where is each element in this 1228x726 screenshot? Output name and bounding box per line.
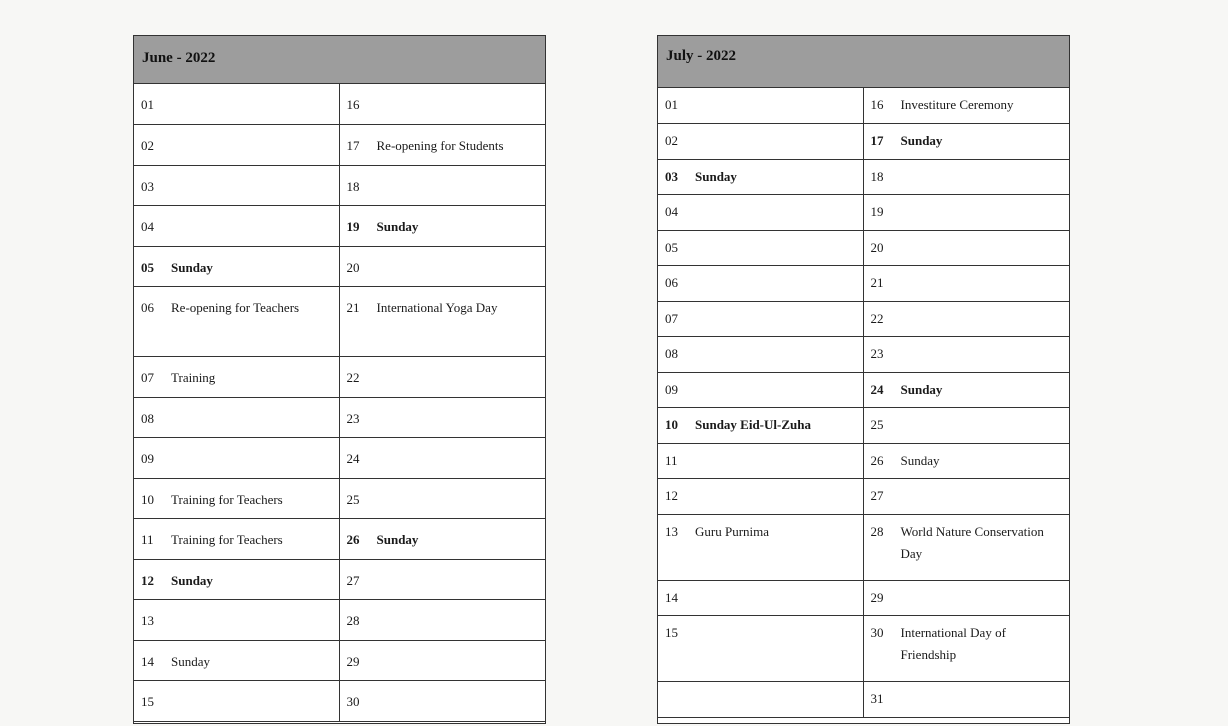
day-cell <box>339 125 545 166</box>
day-cell <box>863 580 1069 616</box>
day-number: 31 <box>870 691 884 706</box>
day-cell <box>863 159 1069 195</box>
day-number: 13 <box>665 523 678 539</box>
calendar-row <box>658 514 1069 580</box>
calendar-row <box>134 640 545 681</box>
day-cell <box>863 266 1069 302</box>
calendar-row <box>658 372 1069 408</box>
day-number: 04 <box>665 204 678 219</box>
day-number: 24 <box>870 381 884 397</box>
day-number: 27 <box>346 572 360 588</box>
day-event: Sunday <box>376 219 419 234</box>
day-cell <box>658 372 863 408</box>
day-number: 14 <box>665 589 678 605</box>
day-cell <box>134 206 339 247</box>
day-event: Guru Purnima <box>695 523 770 539</box>
day-cell <box>658 195 863 231</box>
day-number: 09 <box>141 451 154 466</box>
day-number: 24 <box>346 451 360 466</box>
day-number: 25 <box>346 491 360 507</box>
day-cell <box>863 479 1069 515</box>
day-number: 29 <box>346 653 360 669</box>
day-event: Sunday <box>900 133 943 148</box>
july-calendar <box>657 35 1070 724</box>
day-number: 16 <box>870 97 884 112</box>
day-cell <box>863 88 1069 124</box>
day-number: 26 <box>870 452 884 468</box>
day-cell <box>134 600 339 641</box>
day-cell <box>134 438 339 479</box>
day-cell <box>658 514 863 580</box>
calendar-row <box>134 357 545 398</box>
day-number: 03 <box>141 178 154 194</box>
day-number: 26 <box>346 532 360 547</box>
day-number: 23 <box>346 410 360 426</box>
day-number: 28 <box>870 523 884 539</box>
day-number: 12 <box>665 488 678 503</box>
day-cell <box>339 357 545 398</box>
day-cell <box>134 397 339 438</box>
day-number: 18 <box>870 168 884 184</box>
july-title: July - 2022 <box>658 36 1069 88</box>
day-cell <box>658 159 863 195</box>
day-cell <box>658 443 863 479</box>
calendar-row <box>658 580 1069 616</box>
day-cell <box>863 195 1069 231</box>
day-number: 03 <box>665 168 678 184</box>
calendar-row <box>134 287 545 357</box>
day-number: 30 <box>346 694 360 709</box>
day-cell <box>658 337 863 373</box>
day-number: 17 <box>870 133 884 148</box>
day-number: 10 <box>665 417 678 432</box>
day-cell <box>339 84 545 125</box>
day-number: 05 <box>665 239 678 255</box>
day-number: 02 <box>665 133 678 148</box>
day-number: 14 <box>141 653 154 669</box>
day-cell <box>658 682 863 718</box>
calendar-row <box>658 337 1069 373</box>
day-cell <box>339 559 545 600</box>
day-number: 19 <box>346 219 360 234</box>
june-calendar <box>133 35 546 724</box>
day-number: 18 <box>346 178 360 194</box>
calendar-row <box>134 246 545 287</box>
day-event: Re-opening for Students <box>376 138 504 153</box>
day-cell <box>134 357 339 398</box>
day-cell <box>339 438 545 479</box>
day-cell <box>658 88 863 124</box>
day-cell <box>134 246 339 287</box>
day-cell <box>339 397 545 438</box>
day-cell <box>339 287 545 357</box>
day-event: World Nature Conservation Day <box>900 523 1044 561</box>
day-number: 01 <box>141 97 154 112</box>
day-cell <box>134 640 339 681</box>
day-cell <box>863 443 1069 479</box>
day-event: Re-opening for Teachers <box>171 300 300 315</box>
day-number: 13 <box>141 613 154 628</box>
day-cell <box>134 165 339 206</box>
day-cell <box>134 287 339 357</box>
day-cell <box>658 580 863 616</box>
day-event: Training for Teachers <box>171 491 283 507</box>
day-number: 22 <box>870 310 884 326</box>
day-cell <box>658 266 863 302</box>
calendar-row <box>658 159 1069 195</box>
day-cell <box>863 682 1069 718</box>
day-number: 11 <box>141 532 154 547</box>
calendar-row <box>134 165 545 206</box>
day-number: 10 <box>141 491 154 507</box>
day-event: International Day of Friendship <box>900 625 1006 662</box>
day-number: 07 <box>141 370 154 385</box>
calendar-row <box>134 206 545 247</box>
june-title: June - 2022 <box>134 36 545 84</box>
day-number: 22 <box>346 370 360 385</box>
day-number: 01 <box>665 97 678 112</box>
day-number: 08 <box>141 410 154 426</box>
calendar-row <box>658 301 1069 337</box>
day-cell <box>863 230 1069 266</box>
day-number: 15 <box>665 625 678 640</box>
day-cell <box>134 681 339 722</box>
calendar-row <box>658 408 1069 444</box>
day-number: 20 <box>870 239 884 255</box>
day-event: Sunday <box>695 168 737 184</box>
day-cell <box>658 301 863 337</box>
day-cell <box>134 84 339 125</box>
june-table <box>134 84 545 722</box>
calendar-row <box>658 682 1069 718</box>
day-cell <box>339 681 545 722</box>
day-cell <box>658 616 863 682</box>
calendar-row <box>134 84 545 125</box>
day-number: 23 <box>870 346 884 361</box>
day-event: Sunday Eid-Ul-Zuha <box>695 417 811 432</box>
day-cell <box>863 616 1069 682</box>
day-cell <box>134 478 339 519</box>
day-cell <box>658 408 863 444</box>
day-number: 06 <box>665 275 678 290</box>
calendar-row <box>658 443 1069 479</box>
day-number: 28 <box>346 613 360 628</box>
day-event: Training <box>171 370 216 385</box>
day-event: Training for Teachers <box>171 532 283 547</box>
day-number: 05 <box>141 259 154 275</box>
day-cell <box>863 514 1069 580</box>
day-cell <box>339 640 545 681</box>
day-cell <box>134 125 339 166</box>
day-number: 20 <box>346 259 360 275</box>
day-event: Investiture Ceremony <box>900 97 1014 112</box>
calendar-row <box>134 125 545 166</box>
day-number: 16 <box>346 97 360 112</box>
calendar-row <box>134 519 545 560</box>
calendar-row <box>134 600 545 641</box>
day-cell <box>339 246 545 287</box>
day-event: Sunday <box>171 653 210 669</box>
day-cell <box>134 519 339 560</box>
day-number: 19 <box>870 204 884 219</box>
day-cell <box>339 206 545 247</box>
day-number: 08 <box>665 346 678 361</box>
day-event: Sunday <box>900 452 940 468</box>
day-cell <box>658 479 863 515</box>
calendar-row <box>658 479 1069 515</box>
day-number: 02 <box>141 138 154 153</box>
calendar-row <box>658 124 1069 160</box>
day-event: Sunday <box>171 259 213 275</box>
day-cell <box>339 165 545 206</box>
july-table <box>658 88 1069 718</box>
day-number: 21 <box>346 300 360 315</box>
calendar-row <box>658 266 1069 302</box>
day-number: 04 <box>141 219 154 234</box>
calendar-row <box>658 230 1069 266</box>
calendar-row <box>134 478 545 519</box>
calendar-row <box>658 616 1069 682</box>
calendar-row <box>134 397 545 438</box>
day-cell <box>339 478 545 519</box>
day-number: 25 <box>870 417 884 432</box>
day-event: Sunday <box>376 532 419 547</box>
day-number: 29 <box>870 589 884 605</box>
day-number: 12 <box>141 572 154 588</box>
day-number: 27 <box>870 488 884 503</box>
day-cell <box>658 124 863 160</box>
calendar-row <box>658 88 1069 124</box>
calendar-row <box>134 559 545 600</box>
day-cell <box>863 124 1069 160</box>
day-number: 15 <box>141 694 154 709</box>
day-cell <box>863 408 1069 444</box>
calendar-row <box>134 681 545 722</box>
calendar-row <box>134 438 545 479</box>
day-cell <box>134 559 339 600</box>
day-cell <box>863 301 1069 337</box>
day-number: 21 <box>870 275 884 290</box>
day-number: 11 <box>665 452 678 468</box>
day-cell <box>339 519 545 560</box>
day-cell <box>339 600 545 641</box>
day-number: 07 <box>665 310 678 326</box>
day-number: 17 <box>346 138 360 153</box>
day-event: Sunday <box>900 381 943 397</box>
day-cell <box>658 230 863 266</box>
calendar-row <box>658 195 1069 231</box>
day-number: 09 <box>665 381 678 397</box>
day-event: Sunday <box>171 572 213 588</box>
day-number: 06 <box>141 300 154 315</box>
day-cell <box>863 337 1069 373</box>
day-event: International Yoga Day <box>376 300 498 315</box>
day-cell <box>863 372 1069 408</box>
day-number: 30 <box>870 625 884 640</box>
